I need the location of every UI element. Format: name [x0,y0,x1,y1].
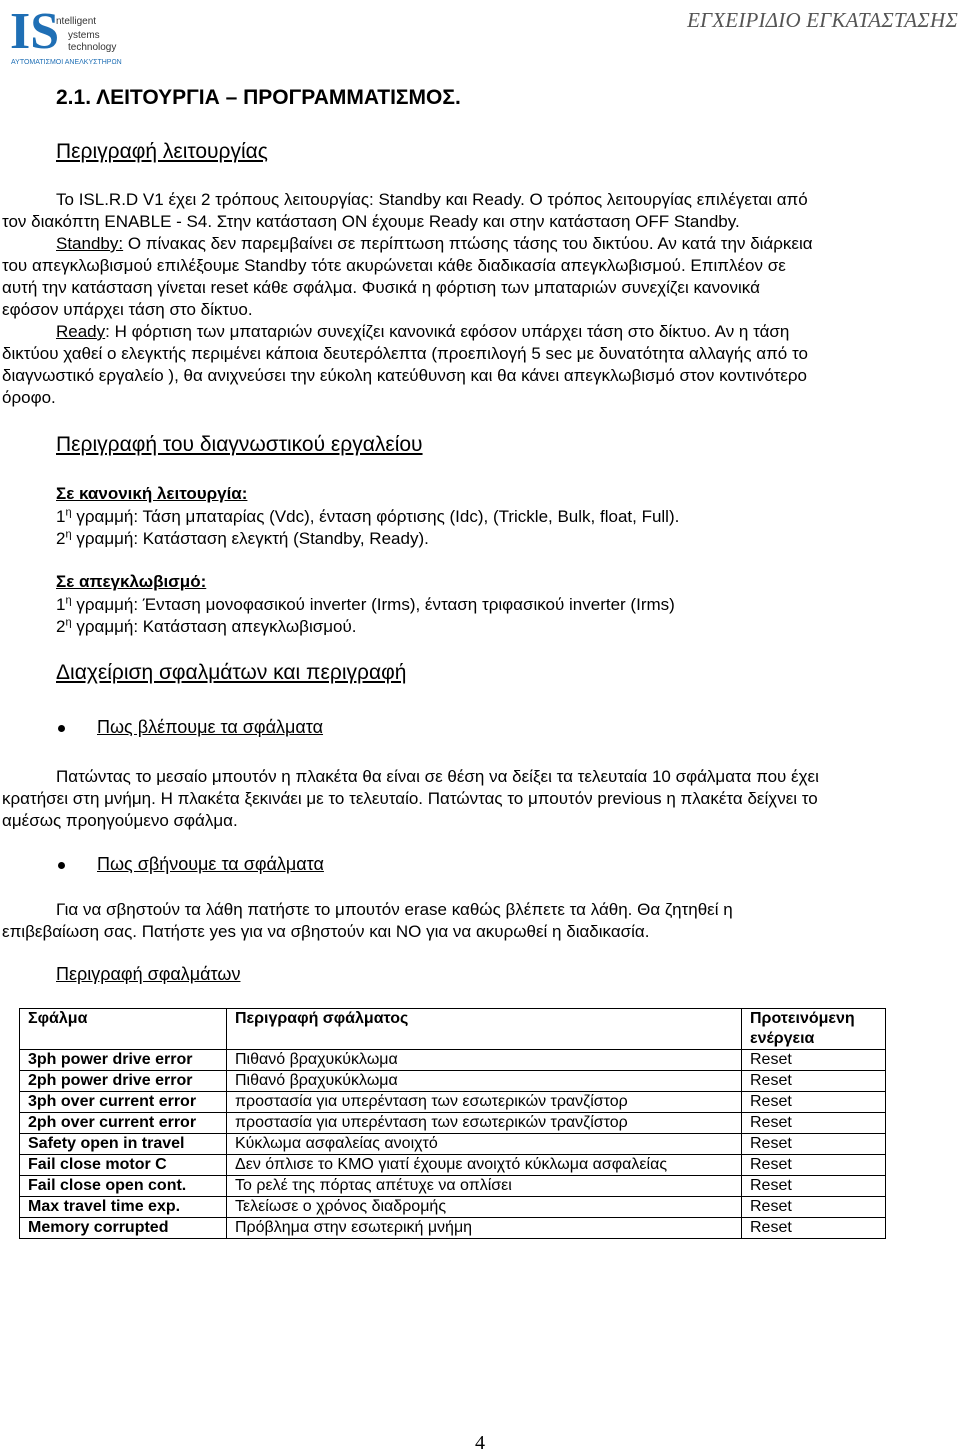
document-header-title: ΕΓΧΕΙΡΙΔΙΟ ΕΓΚΑΤΑΣΤΑΣΗΣ [687,8,958,32]
error-code: Safety open in travel [20,1134,227,1155]
operation-heading: Περιγραφή λειτουργίας [56,140,268,163]
logo-line3: technology [68,42,117,53]
header-description: Περιγραφή σφάλματος [227,1009,742,1050]
error-code: Max travel time exp. [20,1197,227,1218]
bullet-icon [58,862,65,869]
standby-line-3: αυτή την κατάσταση γίνεται reset κάθε σφάλμα. Φυσικά η φόρτιση των μπαταριών συνεχίζει κανονικά [2,278,760,297]
op-line-1: Το ISL.R.D V1 έχει 2 τρόπους λειτουργίας: Standby και Ready. Ο τρόπος λειτουργίας επιλέγεται από [56,190,808,209]
standby-label: Standby: [56,234,124,253]
ready-paragraph-line-1 [56,321,789,343]
table-header-row [20,1009,886,1050]
ordinal-suffix: η [65,506,72,519]
line-number: 2 [56,617,66,636]
ordinal-suffix: η [65,616,72,629]
table-row [20,1050,886,1071]
error-description: Το ρελέ της πόρτας απέτυχε να οπλίσει [227,1176,742,1197]
error-code: Memory corrupted [20,1218,227,1239]
error-description: προστασία για υπερένταση των εσωτερικών τρανζίστορ [227,1113,742,1134]
error-action: Reset [742,1176,886,1197]
company-logo [10,4,132,68]
error-description: Δεν όπλισε το ΚΜΟ γιατί έχουμε ανοιχτό κύκλωμα ασφαλείας [227,1155,742,1176]
table-row [20,1134,886,1155]
table-row [20,1197,886,1218]
error-action: Reset [742,1218,886,1239]
line-text: γραμμή: Τάση μπαταρίας (Vdc), ένταση φόρτισης (Idc), (Trickle, Bulk, float, Full). [71,507,680,526]
standby-paragraph-line-1 [56,233,813,255]
view-line-1: Πατώντας το μεσαίο μπουτόν η πλακέτα θα είναι σε θέση να δείξει τα τελευταία 10 σφάλματα που έχει [56,767,819,786]
error-description: Κύκλωμα ασφαλείας ανοιχτό [227,1134,742,1155]
error-action: Reset [742,1197,886,1218]
ordinal-suffix: η [65,594,72,607]
error-code: 2ph over current error [20,1113,227,1134]
line-number: 1 [56,595,66,614]
page-number: 4 [475,1432,485,1454]
line-text: γραμμή: Κατάσταση απεγκλωβισμού. [71,617,357,636]
header-error: Σφάλμα [20,1009,227,1050]
normal-operation-title: Σε κανονική λειτουργία: [56,484,248,503]
view-line-2: κρατήσει στη μνήμη. Η πλακέτα ξεκινάει με το τελευταίο. Πατώντας το μπουτόν previous η πλακέτα δείχνει το [2,789,818,808]
diagnostic-heading: Περιγραφή του διαγνωστικού εργαλείου [56,433,423,456]
logo-line2: ystems [68,30,100,41]
ready-line-3: διαγνωστικό εργαλείο ), θα ανιχνεύσει την εύκολη κατεύθυνση και θα κάνει απεγκλωβισμό στον κοντινότερο [2,366,808,385]
line-text: γραμμή: Ένταση μονοφασικού inverter (Irms), ένταση τριφασικού inverter (Irms) [71,595,675,614]
ordinal-suffix: η [65,528,72,541]
error-action: Reset [742,1155,886,1176]
error-code: 3ph power drive error [20,1050,227,1071]
logo-line1: ntelligent [56,16,97,27]
normal-line-2 [56,528,429,550]
error-description: Πιθανό βραχυκύκλωμα [227,1071,742,1092]
header-action: Προτεινόμενη ενέργεια [742,1009,886,1050]
table-row [20,1113,886,1134]
table-row [20,1218,886,1239]
error-description: προστασία για υπερένταση των εσωτερικών τρανζίστορ [227,1092,742,1113]
error-action: Reset [742,1050,886,1071]
line-number: 2 [56,529,66,548]
op-line-2: τον διακόπτη ENABLE - S4. Στην κατάσταση ON έχουμε Ready και στην κατάσταση OFF Standby. [2,212,740,231]
error-description: Τελείωσε ο χρόνος διαδρομής [227,1197,742,1218]
logo-monogram: IS [10,4,60,60]
ready-line-4: όροφο. [2,388,56,407]
error-code: Fail close motor C [20,1155,227,1176]
clear-errors-title: Πως σβήνουμε τα σφάλματα [97,854,324,874]
clear-line-2: επιβεβαίωση σας. Πατήστε yes για να σβηστούν και NO για να ακυρωθεί η διαδικασία. [2,922,650,941]
error-code: Fail close open cont. [20,1176,227,1197]
error-description: Πρόβλημα στην εσωτερική μνήμη [227,1218,742,1239]
error-description: Πιθανό βραχυκύκλωμα [227,1050,742,1071]
error-description-heading: Περιγραφή σφαλμάτων [56,964,241,984]
error-code: 2ph power drive error [20,1071,227,1092]
error-action: Reset [742,1092,886,1113]
error-action: Reset [742,1134,886,1155]
table-row [20,1071,886,1092]
bullet-icon [58,725,65,732]
error-action: Reset [742,1113,886,1134]
error-action: Reset [742,1071,886,1092]
logo-graphic [10,4,132,68]
standby-line-2: του απεγκλωβισμού επιλέξουμε Standby τότε ακυρώνεται κάθε διαδικασία απεγκλωβισμού. Επιπλέον σε [2,256,786,275]
ready-label: Ready [56,322,106,341]
view-errors-title: Πως βλέπουμε τα σφάλματα [97,717,324,737]
line-text: γραμμή: Κατάσταση ελεγκτή (Standby, Ready). [71,529,429,548]
view-line-3: αμέσως προηγούμενο σφάλμα. [2,811,238,830]
normal-line-1 [56,506,679,528]
standby-text-1: Ο πίνακας δεν παρεμβαίνει σε περίπτωση πτώσης τάσης του δικτύου. Αν κατά την διάρκεια [123,234,813,253]
error-table [19,1008,886,1239]
rescue-line-1 [56,594,675,616]
error-code: 3ph over current error [20,1092,227,1113]
table-row [20,1155,886,1176]
table-row [20,1092,886,1113]
error-management-heading: Διαχείριση σφαλμάτων και περιγραφή [56,661,407,684]
ready-line-2: δικτύου χαθεί ο ελεγκτής περιμένει κάποια δευτερόλεπτα (προεπιλογή 5 sec με δυνατότητα αλλαγής από το [2,344,808,363]
ready-text-1: : Η φόρτιση των μπαταριών συνεχίζει κανονικά εφόσον υπάρχει τάση στο δίκτυο. Αν η τάση [105,322,790,341]
table-row [20,1176,886,1197]
section-title: 2.1. ΛΕΙΤΟΥΡΓΙΑ – ΠΡΟΓΡΑΜΜΑΤΙΣΜΟΣ. [56,86,461,109]
standby-line-4: εφόσον υπάρχει τάση στο δίκτυο. [2,300,253,319]
rescue-line-2 [56,616,357,638]
line-number: 1 [56,507,66,526]
rescue-title: Σε απεγκλωβισμό: [56,572,207,591]
logo-tagline: ΑΥΤΟΜΑΤΙΣΜΟΙ ΑΝΕΛΚΥΣΤΗΡΩΝ [11,59,122,66]
clear-line-1: Για να σβηστούν τα λάθη πατήστε το μπουτόν erase καθώς βλέπετε τα λάθη. Θα ζητηθεί η [56,900,733,919]
